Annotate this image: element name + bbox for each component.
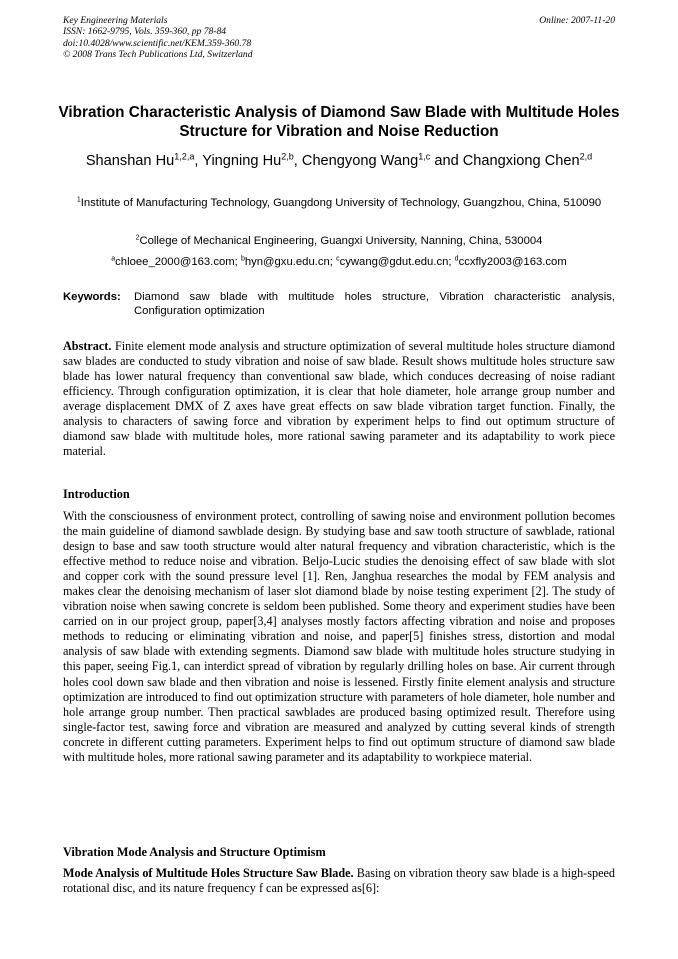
- author-sup: 2,d: [579, 151, 593, 162]
- author-name: Yingning Hu: [202, 153, 282, 169]
- affiliation-1: [40, 196, 638, 211]
- email-link[interactable]: cywang@gdut.edu.cn;: [339, 256, 455, 268]
- email-sup: b: [240, 255, 245, 263]
- doi-line: doi:10.4028/www.scientific.net/KEM.359-360.78: [63, 37, 252, 49]
- affiliation-sup: 2: [135, 234, 140, 242]
- author-sup: 1,c: [418, 151, 431, 162]
- mode-analysis-paragraph: [63, 866, 615, 896]
- email-link[interactable]: hyn@gxu.edu.cn;: [244, 256, 337, 268]
- affiliation-text: Institute of Manufacturing Technology, Guangdong University of Technology, Guangzhou, China, 510090: [80, 197, 602, 209]
- author-list: [40, 153, 638, 171]
- keywords-text: Diamond saw blade with multitude holes structure, Vibration characteristic analysis, Configuration optimization: [134, 291, 615, 318]
- email-link[interactable]: chloee_2000@163.com;: [115, 256, 241, 268]
- author-name: Shanshan Hu: [85, 153, 175, 169]
- email-sup: d: [454, 255, 459, 263]
- journal-name: Key Engineering Materials: [63, 15, 168, 26]
- subsection-label: Mode Analysis of Multitude Holes Structure Saw Blade.: [63, 866, 354, 880]
- author-1: [86, 153, 202, 169]
- abstract-paragraph: [63, 339, 615, 459]
- author-name: Chengyong Wang: [301, 153, 419, 169]
- keywords-label: Keywords:: [63, 291, 121, 303]
- paper-title: Vibration Characteristic Analysis of Diamond Saw Blade with Multitude Holes Structure for Vibration and Noise Reduction: [58, 104, 620, 140]
- affiliation-sup: 1: [76, 196, 81, 204]
- author-sep: ,: [293, 153, 302, 169]
- author-4: [463, 153, 592, 169]
- email-sup: a: [111, 255, 116, 263]
- affiliation-2: [40, 234, 638, 249]
- email-sup: c: [336, 255, 340, 263]
- online-date: Online: 2007-11-20: [539, 15, 615, 26]
- issn-line: ISSN: 1662-9795, Vols. 359-360, pp 78-84: [63, 26, 227, 38]
- author-sep: ,: [194, 153, 203, 169]
- author-3: [302, 153, 463, 169]
- introduction-heading: Introduction: [63, 487, 130, 501]
- section-heading-vibration: Vibration Mode Analysis and Structure Optimism: [63, 845, 326, 859]
- author-sep: and: [430, 153, 463, 169]
- abstract-text: Finite element mode analysis and structure optimization of several multitude holes structure diamond saw blades are conducted to study vibration and noise of saw blade. Result shows multitude holes structure saw blade has lower natural frequency than conventional saw blade, which conduces decreasing of noise radiant efficiency. Through configuration optimization, it is clear that hole diameter, hole arrange group number and average displacement DMX of Z axes have great effects on saw blade vibration target function. Finally, the analysis to characters of sawing force and vibration by experiment helps to find out optimum structure of diamond saw blade with multitude holes, more rational sawing parameter and its adaptability to work piece material.: [63, 339, 615, 459]
- author-sup: 2,b: [281, 151, 294, 162]
- email-link[interactable]: ccxfly2003@163.com: [458, 256, 567, 268]
- keywords-block: [63, 290, 615, 318]
- copyright-line: © 2008 Trans Tech Publications Ltd, Switzerland: [63, 49, 253, 61]
- introduction-paragraph: With the consciousness of environment protect, controlling of sawing noise and environment pollution becomes the main guideline of diamond sawblade design. By studying base and saw tooth structure of sawblade, rational design to base and saw tooth structure would alter natural frequency and vibration characteristic, which is the effective method to reduce noise and vibration. Beljo-Lucic studies the denoising effect of saw blade with slot and copper cork with the sound pressure level [1]. Ren, Janghua researches the modal by FEM analysis and makes clear the denoising mechanism of laser slot diamond blade by noise testing experiment [2]. The study of vibration noise when sawing concrete is seldom been published. Some theory and experiment studies have been carried on in our project group, paper[3,4] analyses mostly factors affecting vibration and noise and proposes methods to reducing or eliminating vibration and noise, and paper[5] finishes stress, distortion and modal analysis of saw blade with extending segments. Diamond saw blade with multitude holes structure studying in this paper, seeing Fig.1, can interdict spread of vibration by regularly drilling holes on base. Air current through holes cool down saw blade and then vibration and noise is lessened. Firstly finite element analysis and structure optimization are introduced to find out optimization structure with parameters of hole diameter, hole number and hole arrange group number. Then practical sawblades are produced basing optimized result. Therefore using single-factor test, sawing force and vibration are measured and analyzed by cutting several kinds of strength concrete in different cutting parameters. Experiment helps to find out optimum structure of diamond saw blade with multitude holes, more rational sawing parameter and its adaptability to workpiece material.: [63, 509, 615, 764]
- email-list: [40, 255, 638, 270]
- mode-analysis-text: Basing on vibration theory saw blade is a high-speed rotational disc, and its nature frequency f can be expressed as[6]:: [63, 866, 615, 896]
- author-name: Changxiong Chen: [462, 153, 580, 169]
- journal-header: [63, 15, 615, 61]
- author-sup: 1,2,a: [174, 151, 195, 162]
- abstract-label: Abstract.: [63, 339, 112, 353]
- author-2: [202, 153, 302, 169]
- affiliation-text: College of Mechanical Engineering, Guangxi University, Nanning, China, 530004: [139, 235, 543, 247]
